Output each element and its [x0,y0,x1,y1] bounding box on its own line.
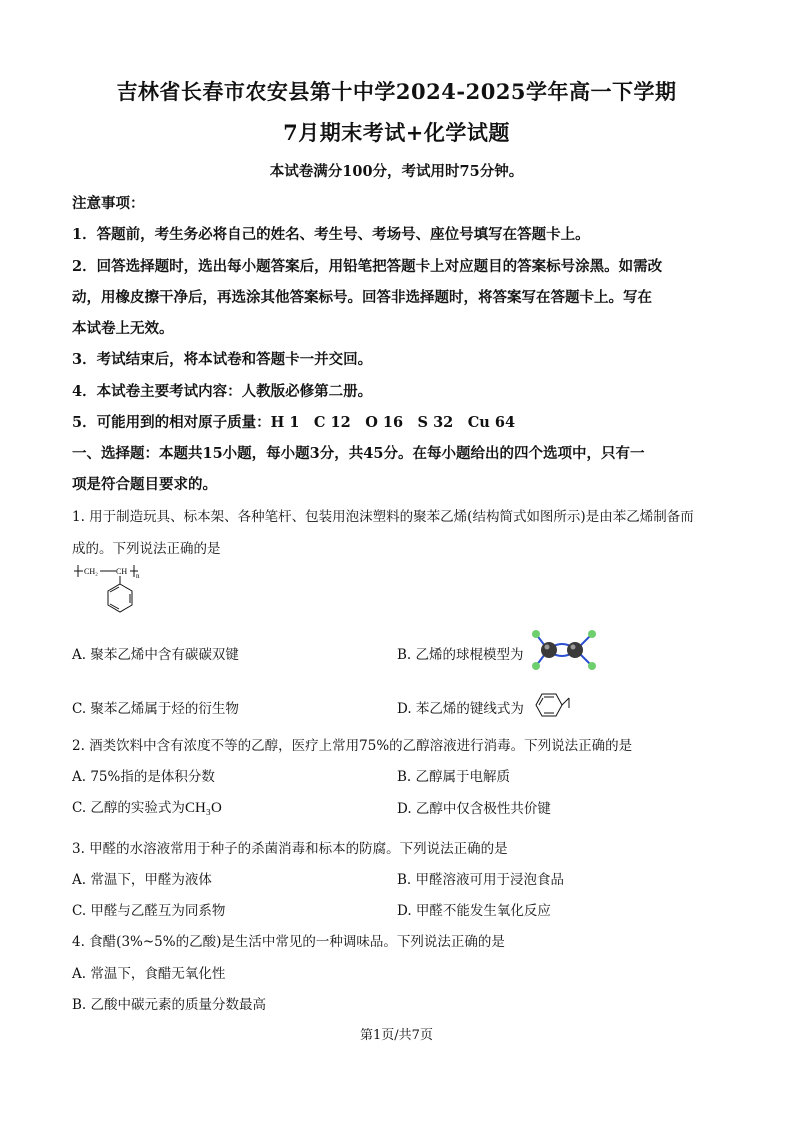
notice-item-5: 5．可能用到的相对原子质量：H 1 C 12 O 16 S 32 Cu 64 [72,414,516,431]
notice-item-4: 4．本试卷主要考试内容：人教版必修第二册。 [72,383,373,400]
q1-stem-line2: 成的。下列说法正确的是 [72,541,221,557]
q3-stem: 3. 甲醛的水溶液常用于种子的杀菌消毒和标本的防腐。下列说法正确的是 [72,841,508,857]
ethylene-ball-stick-model [526,628,602,672]
q1-option-c: C. 聚苯乙烯属于烃的衍生物 [72,701,239,717]
exam-subtitle: 本试卷满分100分，考试用时75分钟。 [269,163,524,180]
q3-option-b: B. 甲醛溶液可用于浸泡食品 [397,872,565,888]
notice-item-2b: 动，用橡皮擦干净后，再选涂其他答案标号。回答非选择题时，将答案写在答题卡上。写在 [72,289,652,306]
polystyrene-structure [72,560,152,622]
q2-option-c-text: C. 乙醇的实验式为 [72,800,185,816]
q2-option-a: A. 75%指的是体积分数 [72,769,215,785]
q2-option-d: D. 乙醇中仅含极性共价键 [397,801,551,817]
q1-option-b: B. 乙烯的球棍模型为 [397,647,524,663]
q4-option-b: B. 乙酸中碳元素的质量分数最高 [72,997,267,1013]
struct-ch2-label: CH₂ [84,567,98,576]
q3-option-c: C. 甲醛与乙醛互为同系物 [72,903,226,919]
q2-option-b: B. 乙醇属于电解质 [397,769,511,785]
q1-option-d: D. 苯乙烯的键线式为 [397,701,524,717]
styrene-skeletal-formula [530,690,574,720]
notice-heading: 注意事项： [72,195,145,212]
struct-n-label: n [136,572,140,580]
q3-option-a: A. 常温下，甲醛为液体 [72,872,212,888]
q2-stem: 2. 酒类饮料中含有浓度不等的乙醇，医疗上常用75%的乙醇溶液进行消毒。下列说法正确的是 [72,738,633,754]
q2-option-c [72,796,222,817]
q3-option-d: D. 甲醛不能发生氧化反应 [397,903,551,919]
q1-option-a: A. 聚苯乙烯中含有碳碳双键 [72,647,239,663]
notice-item-3: 3．考试结束后，将本试卷和答题卡一并交回。 [72,351,373,368]
struct-ch-label: CH [116,567,128,576]
page-number: 第1页/共7页 [360,1028,433,1043]
section-heading-line1: 一、选择题：本题共15小题，每小题3分，共45分。在每小题给出的四个选项中，只有一 [72,445,645,462]
q4-option-a: A. 常温下，食醋无氧化性 [72,966,226,982]
notice-item-2c: 本试卷上无效。 [72,320,174,337]
q2-option-c-formula: CH₃O [184,800,222,816]
section-heading-line2: 项是符合题目要求的。 [72,476,217,493]
q4-stem: 4. 食醋(3%~5%的乙酸)是生活中常见的一种调味品。下列说法正确的是 [72,934,505,950]
notice-item-2a: 2．回答选择题时，选出每小题答案后，用铅笔把答题卡上对应题目的答案标号涂黑。如需改 [72,258,663,275]
q1-stem-line1: 1. 用于制造玩具、标本架、各种笔杆、包装用泡沫塑料的聚苯乙烯(结构简式如图所示)是由苯乙烯制备而 [72,509,694,525]
notice-item-1: 1．答题前，考生务必将自己的姓名、考生号、考场号、座位号填写在答题卡上。 [72,226,590,243]
exam-title-line2: 7月期末考试+化学试题 [283,120,510,145]
exam-title-line1: 吉林省长春市农安县第十中学2024-2025学年高一下学期 [116,79,677,104]
